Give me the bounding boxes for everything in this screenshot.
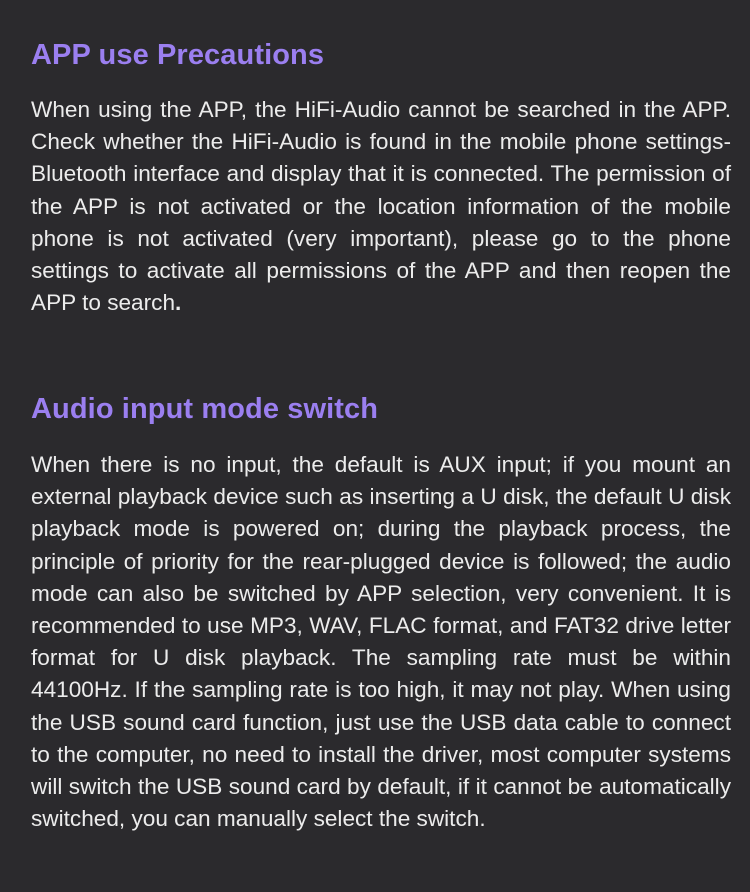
- app-precautions-text: When using the APP, the HiFi-Audio cannot be searched in the APP. Check whether the HiFi-Audio is found in the mobile phone settings-Bluetooth interface and display that it is connected. The permission of the APP is not activated or the location information of the mobile phone is not activated (very important), please go to the phone settings to activate all permissions of the APP and then reopen the APP to search: [31, 97, 731, 316]
- section-body-app-precautions: [31, 94, 731, 319]
- section-heading-audio-input: Audio input mode switch: [31, 393, 379, 425]
- section-body-audio-input: When there is no input, the default is AUX input; if you mount an external playback device such as inserting a U disk, the default U disk playback mode is powered on; during the playback process, the principle of priority for the rear-plugged device is followed; the audio mode can also be switched by APP selection, very convenient. It is recommended to use MP3, WAV, FLAC format, and FAT32 drive letter format for U disk playback. The sampling rate must be within 44100Hz. If the sampling rate is too high, it may not play. When using the USB sound card function, just use the USB data cable to connect to the computer, no need to install the driver, most computer systems will switch the USB sound card by default, if it cannot be automatically switched, you can manually select the switch.: [31, 452, 731, 832]
- app-precautions-end-mark: .: [175, 290, 182, 316]
- section-heading-app-precautions: APP use Precautions: [31, 39, 325, 71]
